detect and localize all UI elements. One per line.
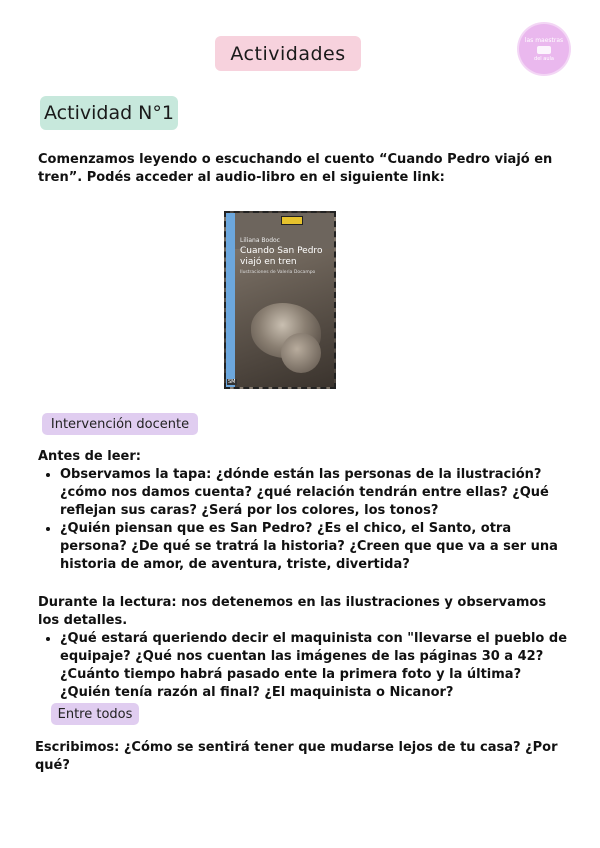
list-item: • ¿Quién piensan que es San Pedro? ¿Es el chico, el Santo, otra persona? ¿De qué se tratrá la historia? ¿Creen que que va a ser una historia de amor, de aventura, triste, divertida?	[60, 520, 568, 574]
book-icon	[537, 46, 551, 54]
page-title: Actividades	[215, 36, 361, 71]
durante-heading: Durante la lectura: nos detenemos en las ilustraciones y observamos los detalles.	[38, 595, 547, 628]
cover-illustrator: Ilustraciones de Valeria Docampo	[240, 270, 316, 275]
antes-heading: Antes de leer:	[38, 449, 141, 464]
cover-author: Liliana Bodoc	[240, 237, 280, 244]
intervencion-docente-tag: Intervención docente	[42, 413, 198, 435]
antes-de-leer-section	[38, 448, 568, 574]
cover-spine	[226, 213, 235, 387]
cover-badge	[281, 216, 303, 225]
logo-text-top: las maestras	[524, 36, 564, 44]
logo	[519, 24, 569, 74]
publisher-logo: SM	[228, 379, 236, 385]
cover-title: Cuando San Pedro viajó en tren	[240, 246, 323, 267]
entre-todos-tag: Entre todos	[51, 703, 139, 725]
durante-la-lectura-section	[38, 594, 568, 702]
list-item: • Observamos la tapa: ¿dónde están las personas de la ilustración? ¿cómo nos damos cuenta? ¿qué relación tendrán entre ellas? ¿Qué reflejan sus caras? ¿Será por los colores, los tonos?	[60, 466, 568, 520]
durante-list	[38, 630, 568, 702]
activity-intro: Comenzamos leyendo o escuchando el cuento “Cuando Pedro viajó en tren”. Podés acceder al audio-libro en el siguiente link:	[38, 152, 553, 185]
logo-text-bottom: del aula	[534, 55, 554, 62]
book-cover-image[interactable]	[224, 211, 336, 389]
antes-list	[38, 466, 568, 574]
cover-illustration-figure-2	[281, 333, 321, 373]
activity-label: Actividad N°1	[40, 96, 178, 130]
escribimos-text: Escribimos: ¿Cómo se sentirá tener que mudarse lejos de tu casa? ¿Por qué?	[35, 740, 558, 773]
list-item: • ¿Qué estará queriendo decir el maquinista con "llevarse el pueblo de equipaje? ¿Qué nos cuentan las imágenes de las páginas 30 a 42? ¿Cuánto tiempo habrá pasado ente la primera foto y la última? ¿Quién tenía razón al final? ¿El maquinista o Nicanor?	[60, 630, 568, 702]
